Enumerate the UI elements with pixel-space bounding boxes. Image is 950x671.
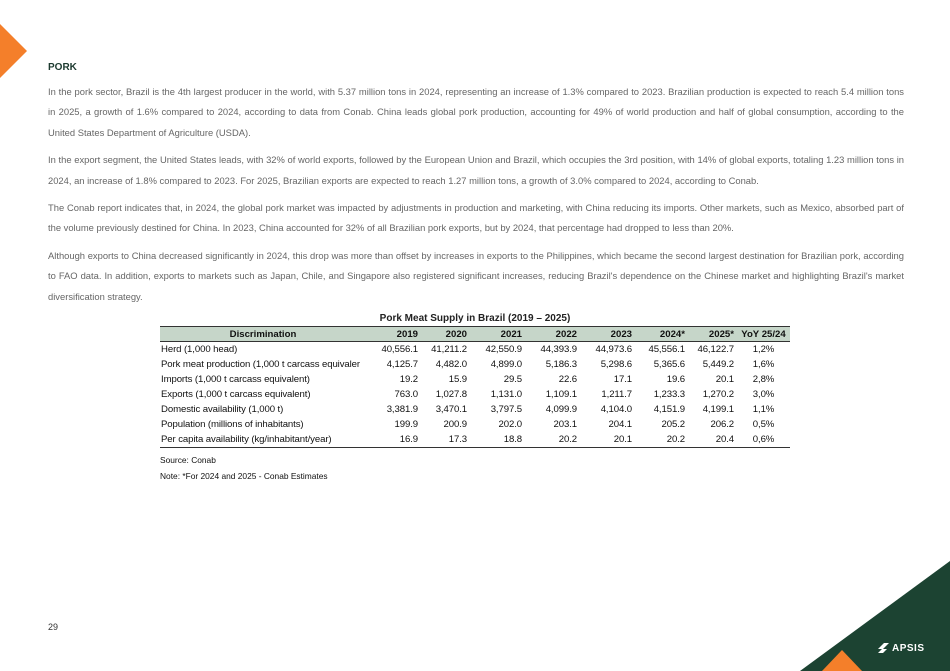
table-cell: 19.6 — [666, 374, 685, 385]
column-header: 2019 — [366, 327, 421, 342]
column-header: 2021 — [470, 327, 525, 342]
row-label: Pork meat production (1,000 t carcass equivaler — [161, 359, 361, 370]
table-cell: 5,449.2 — [702, 359, 734, 370]
table-cell: 4,099.9 — [545, 404, 577, 415]
paragraph: Although exports to China decreased significantly in 2024, this drop was more than offset by increases in exports to the Philippines, which became the second largest destination for Brazilian pork, according to FAO data. In addition, exports to markets such as Japan, Chile, and Singapore also registered significant increases, reducing Brazil's dependence on the Chinese market and highlighting Brazil's market diversification strategy. — [48, 249, 904, 302]
column-header: 2020 — [421, 327, 470, 342]
table-cell: 204.1 — [608, 419, 632, 430]
table-cell: 4,104.0 — [600, 404, 632, 415]
table-row — [160, 387, 790, 402]
table-cell: 19.2 — [399, 374, 418, 385]
section-heading: PORK — [48, 62, 77, 73]
orange-corner-triangle — [0, 24, 27, 78]
row-label: Per capita availability (kg/inhabitant/year) — [160, 432, 366, 448]
table-cell: 1,6% — [752, 359, 775, 370]
table-cell: 17.3 — [421, 432, 470, 448]
row-label: Imports (1,000 t carcass equivalent) — [161, 374, 310, 385]
table-cell: 17.1 — [613, 374, 632, 385]
table-cell: 203.1 — [553, 419, 577, 430]
pork-supply-table — [160, 326, 790, 448]
pork-supply-table-container — [160, 312, 790, 484]
table-cell: 4,899.0 — [490, 359, 522, 370]
table-cell: 0,5% — [752, 419, 775, 430]
column-header: 2023 — [580, 327, 635, 342]
table-cell: 4,125.7 — [386, 359, 418, 370]
paragraph: In the pork sector, Brazil is the 4th largest producer in the world, with 5.37 million tons in 2024, representing an increase of 1.3% compared to 2023. Brazilian production is expected to reach 5.4 million tons in 2025, a growth of 1.6% compared to 2024, according to data from Conab. China leads global pork production, accounting for 49% of world production and half of global consumption, according to the United States Department of Agriculture (USDA). — [48, 86, 904, 138]
table-cell: 20.2 — [525, 432, 580, 448]
estimate-note: Note: *For 2024 and 2025 - Conab Estimates — [160, 471, 328, 481]
table-cell: 42,550.9 — [485, 344, 522, 355]
table-title: Pork Meat Supply in Brazil (2019 – 2025) — [379, 313, 571, 324]
table-cell: 0,6% — [737, 432, 790, 448]
apsis-logo — [877, 642, 925, 654]
paragraph: In the export segment, the United States leads, with 32% of world exports, followed by the European Union and Brazil, which occupies the 3rd position, with 14% of global exports, totaling 1.23 million tons in 2024, an increase of 1.8% compared to 2023. For 2025, Brazilian exports are expected to reach 1.27 million tons, a growth of 3.0% compared to 2024, according to Conab. — [48, 154, 904, 186]
table-cell: 46,122.7 — [697, 344, 734, 355]
row-label: Population (millions of inhabitants) — [161, 419, 304, 430]
table-cell: 5,365.6 — [653, 359, 685, 370]
table-row — [160, 417, 790, 432]
table-cell: 3,0% — [752, 389, 775, 400]
table-cell: 5,186.3 — [545, 359, 577, 370]
table-row — [160, 372, 790, 387]
table-cell: 40,556.1 — [381, 344, 418, 355]
table-cell: 1,027.8 — [435, 389, 467, 400]
paragraph: The Conab report indicates that, in 2024, the global pork market was impacted by adjustments in production and marketing, with China reducing its imports. Other markets, such as Mexico, absorbed part of the volume previously destined for China. In 2023, China accounted for 32% of all Brazilian pork exports, but by 2024, that percentage had dropped to less than 20%. — [48, 202, 904, 234]
table-row — [160, 432, 790, 448]
table-cell: 1,2% — [752, 344, 775, 355]
table-notes — [160, 452, 790, 484]
table-cell: 1,233.3 — [653, 389, 685, 400]
table-cell: 1,131.0 — [490, 389, 522, 400]
page-number: 29 — [48, 622, 59, 632]
table-cell: 763.0 — [394, 389, 418, 400]
table-cell: 41,211.2 — [431, 344, 467, 355]
logo-text: APSIS — [892, 642, 925, 654]
table-cell: 199.9 — [394, 419, 418, 430]
table-cell: 4,151.9 — [653, 404, 685, 415]
table-cell: 1,109.1 — [545, 389, 577, 400]
table-row — [160, 342, 790, 358]
column-header: YoY 25/24 — [737, 327, 790, 342]
row-label: Herd (1,000 head) — [161, 344, 238, 355]
table-cell: 18.8 — [470, 432, 525, 448]
table-cell: 22.6 — [558, 374, 577, 385]
table-cell: 205.2 — [661, 419, 685, 430]
apsis-logo-icon — [877, 642, 890, 654]
table-cell: 1,1% — [752, 404, 775, 415]
table-cell: 3,470.1 — [435, 404, 467, 415]
table-cell: 45,556.1 — [648, 344, 685, 355]
table-cell: 3,797.5 — [490, 404, 522, 415]
column-header: 2022 — [525, 327, 580, 342]
table-cell: 44,393.9 — [540, 344, 577, 355]
table-cell: 200.9 — [443, 419, 467, 430]
body-text — [48, 82, 904, 314]
table-cell: 20.1 — [715, 374, 734, 385]
table-cell: 20.1 — [580, 432, 635, 448]
table-cell: 4,482.0 — [435, 359, 467, 370]
table-cell: 202.0 — [498, 419, 522, 430]
table-cell: 16.9 — [366, 432, 421, 448]
table-row — [160, 402, 790, 417]
table-row — [160, 357, 790, 372]
table-cell: 2,8% — [752, 374, 775, 385]
table-cell: 20.4 — [688, 432, 737, 448]
table-cell: 206.2 — [710, 419, 734, 430]
table-cell: 44,973.6 — [595, 344, 632, 355]
table-cell: 1,211.7 — [601, 389, 632, 400]
table-header-row — [160, 327, 790, 342]
table-cell: 4,199.1 — [702, 404, 734, 415]
source-note: Source: Conab — [160, 455, 216, 465]
table-cell: 1,270.2 — [702, 389, 734, 400]
column-header: Discrimination — [160, 327, 366, 342]
table-cell: 5,298.6 — [600, 359, 632, 370]
row-label: Domestic availability (1,000 t) — [161, 404, 284, 415]
column-header: 2025* — [688, 327, 737, 342]
orange-bottom-triangle — [822, 650, 862, 671]
row-label: Exports (1,000 t carcass equivalent) — [161, 389, 311, 400]
column-header: 2024* — [635, 327, 688, 342]
table-cell: 15.9 — [448, 374, 467, 385]
table-cell: 29.5 — [503, 374, 522, 385]
table-cell: 20.2 — [635, 432, 688, 448]
table-cell: 3,381.9 — [386, 404, 418, 415]
